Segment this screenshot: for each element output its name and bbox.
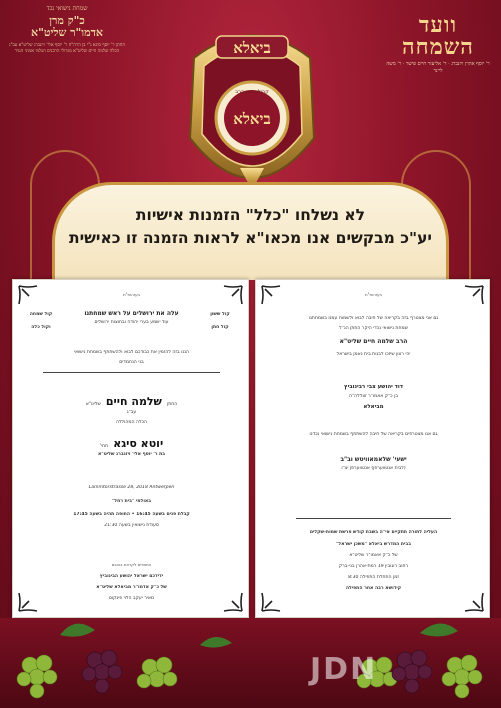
signer-line2: של כ"ק אדמו"ר מביאלא שליט"א bbox=[96, 585, 167, 590]
invitation-card-family bbox=[255, 279, 490, 618]
verse-center-2: עוד ישמע בערי יהודה ובחוצות ירושלים bbox=[94, 320, 169, 325]
verse-left: קול שמחה bbox=[29, 312, 53, 317]
header-right-line2: השמחה bbox=[402, 34, 474, 60]
bride-suffix: תחי' bbox=[99, 444, 109, 449]
rav-name: הרב שלמה חיים שליט"א bbox=[339, 338, 408, 345]
emblem-logo bbox=[174, 18, 330, 208]
headline-line2: יע"כ מבקשים אנו מכאו"א לראות הזמנה זו כאישית bbox=[68, 229, 432, 247]
verse-center: עלה את ירושלים על ראש שמחתנו bbox=[84, 310, 179, 317]
signer-line3: מאיר יעקב הלוי פינקוס bbox=[108, 596, 155, 601]
aliyah-line5: זמן התחלת התפילה 8:30 bbox=[348, 575, 399, 580]
invitation-card-main bbox=[12, 279, 249, 618]
closing-text: המצפים לקראת בואכם bbox=[111, 562, 152, 567]
event-date: Lammtorstrasse 28, 2018 Antwerpen bbox=[88, 485, 175, 490]
signer-line1: ידידכם ישראל יהושע הבינוביץ bbox=[99, 574, 164, 579]
with-label: עב"ג bbox=[126, 410, 137, 415]
grandparents-name: ישעי' שלאמאוויטש וב"ב bbox=[340, 456, 407, 463]
bride-name: יוטא סיגא bbox=[113, 437, 164, 450]
bsd-label: בעזהשי"ת bbox=[364, 292, 382, 297]
sig-place: מביאלא bbox=[363, 404, 384, 410]
groom-prefix: החתן bbox=[167, 402, 178, 407]
bride-line bbox=[23, 432, 240, 451]
header-left-line3: אדמו"ר שליט"א bbox=[31, 25, 103, 39]
emblem-top-text: ביאלא bbox=[233, 39, 271, 57]
dinner-time: סעודת נישואין בשעה 21:30 bbox=[104, 523, 159, 528]
sig-title: בן כ"ק אאמו"ר זצללה"ה bbox=[349, 394, 398, 399]
grandparents-sub: (לבית אנטווערפן) אנטווערפן יצ"ו bbox=[341, 466, 406, 471]
header-right-block bbox=[383, 14, 493, 74]
intro-line2: שמחת נישואי נכדי היקר החתן הנ"ל bbox=[339, 326, 408, 331]
intro-line1: הננו בזה להזמין את כבודכם לבוא ולהשתתף בשמחת נישואי bbox=[73, 350, 190, 355]
intro-line3: גם אנו מצטרפים בקריאה של חיבה להשתתף בשמחת נישואי נכדנו bbox=[309, 432, 438, 437]
divider bbox=[296, 518, 451, 519]
sig-name: דוד יהושע צבי רבינוביץ bbox=[343, 384, 404, 390]
header-left-details: החתן ר' יוסף סיגא נ"י בן הרה"ח ר' יוסף אלי' ויזנברג שליט"א עב"ג הכלה שלמה חיים שליט"א מגדולי הרבנים ושלמי אמוני העיר bbox=[8, 42, 126, 54]
chuppah-time: קבלת פנים בשעה 16:45 • החופה תהיה בשעה 17:45 bbox=[73, 512, 190, 517]
bsd-label: בעזהשי"ת bbox=[122, 292, 140, 297]
blessing-line: יהי רצון שיזכו לבנות בית נאמן בישראל bbox=[336, 352, 411, 357]
header-right-line1: וועד bbox=[418, 12, 458, 38]
aliyah-line2: בבית המדרש ביאלא "משכן ישראל" bbox=[335, 542, 412, 547]
hall-name: באולמי "בית רחל" bbox=[111, 499, 152, 504]
header-right-details: ר' יוסף אהרן ויזנברג · ר' אליעזר חיים פישר · ר' משה ליינר bbox=[386, 61, 490, 74]
watermark-logo: JDN bbox=[310, 652, 378, 687]
header-left-block bbox=[8, 6, 126, 126]
aliyah-line1: העליה לתורה תתקיים אי"ה בשבת קודש פרשת שמות-שקלים bbox=[309, 530, 438, 535]
aliyah-line6: קידושא רבה אחר התפילה bbox=[345, 586, 402, 591]
header-left-line2: כ"ק מרן bbox=[49, 13, 85, 27]
emblem-sub-text: קהילת בית הרב bbox=[235, 89, 269, 95]
bride-prefix: הכלה המהוללה bbox=[115, 420, 148, 425]
aliyah-line3: של כ"ק אאמו"ר שליט"א bbox=[349, 553, 398, 558]
verse-left-2: וקול כלה bbox=[31, 325, 51, 330]
bride-father: בת ר' יוסף אלי' ויזנברג שליט"א bbox=[97, 452, 166, 457]
intro-line2: בני הנחמדים bbox=[119, 360, 144, 365]
header-left-line1: שמחת נישואי נכד bbox=[46, 5, 88, 12]
groom-line bbox=[23, 390, 240, 409]
verse-right: קול ששון bbox=[210, 312, 230, 317]
groom-suffix: שליט"א bbox=[85, 402, 101, 407]
groom-name: שלמה חיים bbox=[105, 395, 162, 408]
headline-line1: לא נשלחו "כלל" הזמנות אישיות bbox=[135, 206, 366, 224]
aliyah-line4: רחוב רוגובין 19 רמת-אהרן בני-ברק bbox=[338, 564, 409, 569]
intro-line1: גם אני מצטרף בזה בקריאה של חיבה לבוא ולשמוח עמנו בשמחתנו bbox=[308, 316, 439, 321]
grapes-decoration-icon bbox=[0, 605, 501, 708]
divider bbox=[43, 372, 220, 373]
verse-right-2: קול חתן bbox=[211, 325, 229, 330]
emblem-center-text: ביאלא bbox=[233, 110, 271, 128]
